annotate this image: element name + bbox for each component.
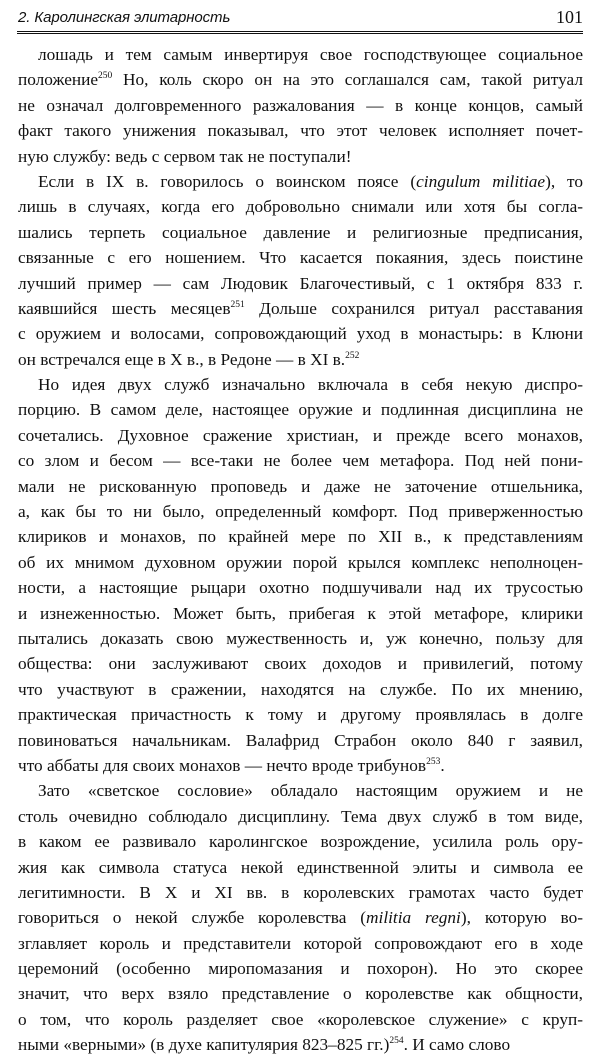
- text-line: [18, 271, 583, 296]
- text-run: значит, что верх взяло представление о королевстве как общности,: [18, 984, 583, 1004]
- footnote-ref: 251: [230, 299, 245, 310]
- paragraph: [18, 169, 583, 372]
- text-line: [18, 93, 583, 118]
- text-run: что участвуют в сражении, находятся на службе. По их мнению,: [18, 679, 583, 699]
- text-run: столь очевидно соблюдало дисциплину. Тема двух служб в том виде,: [18, 806, 583, 826]
- footnote-ref: 252: [345, 350, 360, 361]
- text-line: [18, 144, 583, 169]
- latin-term: cingulum militiae: [416, 171, 546, 191]
- text-line: [18, 829, 583, 854]
- text-line: [18, 296, 583, 321]
- text-run: со злом и бесом — все-таки не более чем метафора. Под ней пони-: [18, 451, 583, 471]
- text-run: ности, а настоящие рыцари охотно подшучивали над их трусостью: [18, 578, 583, 598]
- text-run: лишь в случаях, когда его добровольно снимали или хотя бы согла-: [18, 197, 583, 217]
- text-line: [18, 956, 583, 981]
- text-line: [18, 981, 583, 1006]
- text-run: . И само слово: [403, 1035, 511, 1055]
- text-line: [18, 372, 583, 397]
- text-run: Но, коль скоро он на это соглашался сам, такой ритуал: [112, 70, 583, 90]
- text-line: [18, 575, 583, 600]
- text-run: ), то: [545, 171, 583, 191]
- paragraph: [18, 42, 583, 169]
- text-run: что аббаты для своих монахов — нечто вроде трибунов: [18, 755, 427, 775]
- text-line: [18, 448, 583, 473]
- text-line: [18, 804, 583, 829]
- text-run: каявшийся шесть месяцев: [18, 298, 231, 318]
- text-line: [18, 601, 583, 626]
- text-run: в каком ее развивало каролингское возрождение, усилила роль ору-: [18, 832, 583, 852]
- text-run: положение: [18, 70, 99, 90]
- text-line: [18, 347, 583, 372]
- text-run: общества: они заслуживают своих доходов и привилегий, потому: [18, 654, 583, 674]
- text-line: [18, 194, 583, 219]
- text-run: не означал долговременного разжалования — в конце концов, самый: [18, 95, 583, 115]
- text-run: лошадь и тем самым инвертируя свое господствующее социальное: [38, 45, 583, 64]
- text-run: Дольше сохранился ритуал расставания: [244, 298, 583, 318]
- text-run: сочетались. Духовное сражение христиан, и прежде всего монахов,: [18, 425, 583, 445]
- text-line: [18, 702, 583, 727]
- text-run: он встречался еще в X в., в Редоне — в XI в.: [18, 349, 346, 369]
- footnote-ref: 250: [98, 71, 113, 82]
- footnote-ref: 254: [389, 1036, 404, 1047]
- text-run: ную службу: ведь с сервом так не поступали!: [18, 146, 352, 166]
- text-line: [18, 220, 583, 245]
- text-run: церемоний (особенно миропомазания и похорон). Но это скорее: [18, 959, 583, 979]
- text-run: с оружием и волосами, сопровождающий уход в монастырь: в Клюни: [18, 324, 583, 344]
- text-run: Зато «светское сословие» обладало настоящим оружием и не: [38, 781, 583, 801]
- text-line: [18, 753, 583, 778]
- text-line: [18, 728, 583, 753]
- text-line: [18, 931, 583, 956]
- text-line: [18, 550, 583, 575]
- text-line: [18, 524, 583, 549]
- text-run: .: [440, 755, 445, 775]
- text-run: говориться о некой службе королевства (: [18, 908, 367, 928]
- text-run: клириков и монахов, по крайней мере по XII в., к представлениям: [18, 527, 583, 547]
- text-run: и изнеженностью. Может быть, прибегая к этой метафоре, клирики: [18, 603, 583, 623]
- text-run: повиноваться начальникам. Валафрид Страбон около 840 г заявил,: [18, 730, 583, 750]
- text-line: [18, 677, 583, 702]
- text-run: практическая причастность к тому и другому проявлялась в долге: [18, 705, 583, 725]
- text-run: зглавляет король и представители которой сопровождают его в ходе: [18, 933, 583, 953]
- text-line: [18, 651, 583, 676]
- text-line: [18, 118, 583, 143]
- text-run: об их мнимом духовном оружии порой крылся комплекс неполноцен-: [18, 552, 583, 572]
- footnote-ref: 253: [426, 756, 441, 767]
- text-line: [18, 397, 583, 422]
- text-line: [18, 42, 583, 67]
- text-line: [18, 880, 583, 905]
- text-line: [18, 855, 583, 880]
- text-run: пытались доказать свою мужественность и, уж конечно, пользу для: [18, 628, 583, 648]
- section-title: 2. Каролингская элитарность: [18, 9, 231, 26]
- text-line: [18, 1032, 583, 1057]
- text-run: жия как символа статуса некой единственной элиты и символа ее: [18, 857, 583, 877]
- running-head: [17, 6, 583, 30]
- text-line: [18, 321, 583, 346]
- text-run: легитимности. В X и XI вв. в королевских грамотах часто будет: [18, 882, 583, 902]
- text-line: [18, 67, 583, 92]
- paragraph: [18, 372, 583, 778]
- text-run: порцию. В самом деле, настоящее оружие и подлинная дисциплина не: [18, 400, 583, 420]
- text-line: [18, 778, 583, 803]
- paragraph: [18, 778, 583, 1057]
- latin-term: militia regni: [366, 908, 461, 928]
- text-run: лучший пример — сам Людовик Благочестивый, с 1 октября 833 г.: [18, 273, 583, 293]
- text-run: ными «верными» (в духе капитулярия 823–825 гг.): [18, 1035, 390, 1055]
- text-run: мали не рискованную проповедь и даже не заточение отшельника,: [18, 476, 583, 496]
- text-run: шались терпеть социальное давление и религиозные предписания,: [18, 222, 583, 242]
- text-line: [18, 423, 583, 448]
- text-run: а, как бы то ни было, определенный комфорт. Под приверженностью: [18, 502, 583, 522]
- text-run: факт такого унижения показывал, что этот человек исполняет почет-: [18, 121, 583, 141]
- text-run: Если в IX в. говорилось о воинском поясе (: [38, 171, 417, 191]
- text-run: ), которую во-: [460, 908, 583, 928]
- text-line: [18, 474, 583, 499]
- text-line: [18, 1007, 583, 1032]
- text-line: [18, 169, 583, 194]
- text-run: Но идея двух служб изначально включала в себя некую диспро-: [38, 375, 583, 395]
- text-run: о том, что король разделяет свое «королевское служение» с круп-: [18, 1009, 583, 1029]
- text-run: связанные с его ношением. Что касается покаяния, здесь поистине: [18, 248, 583, 268]
- header-rule: [17, 31, 583, 34]
- body-text: [18, 42, 583, 1058]
- text-line: [18, 245, 583, 270]
- text-line: [18, 499, 583, 524]
- text-line: [18, 905, 583, 930]
- page-number: 101: [556, 7, 583, 27]
- text-line: [18, 626, 583, 651]
